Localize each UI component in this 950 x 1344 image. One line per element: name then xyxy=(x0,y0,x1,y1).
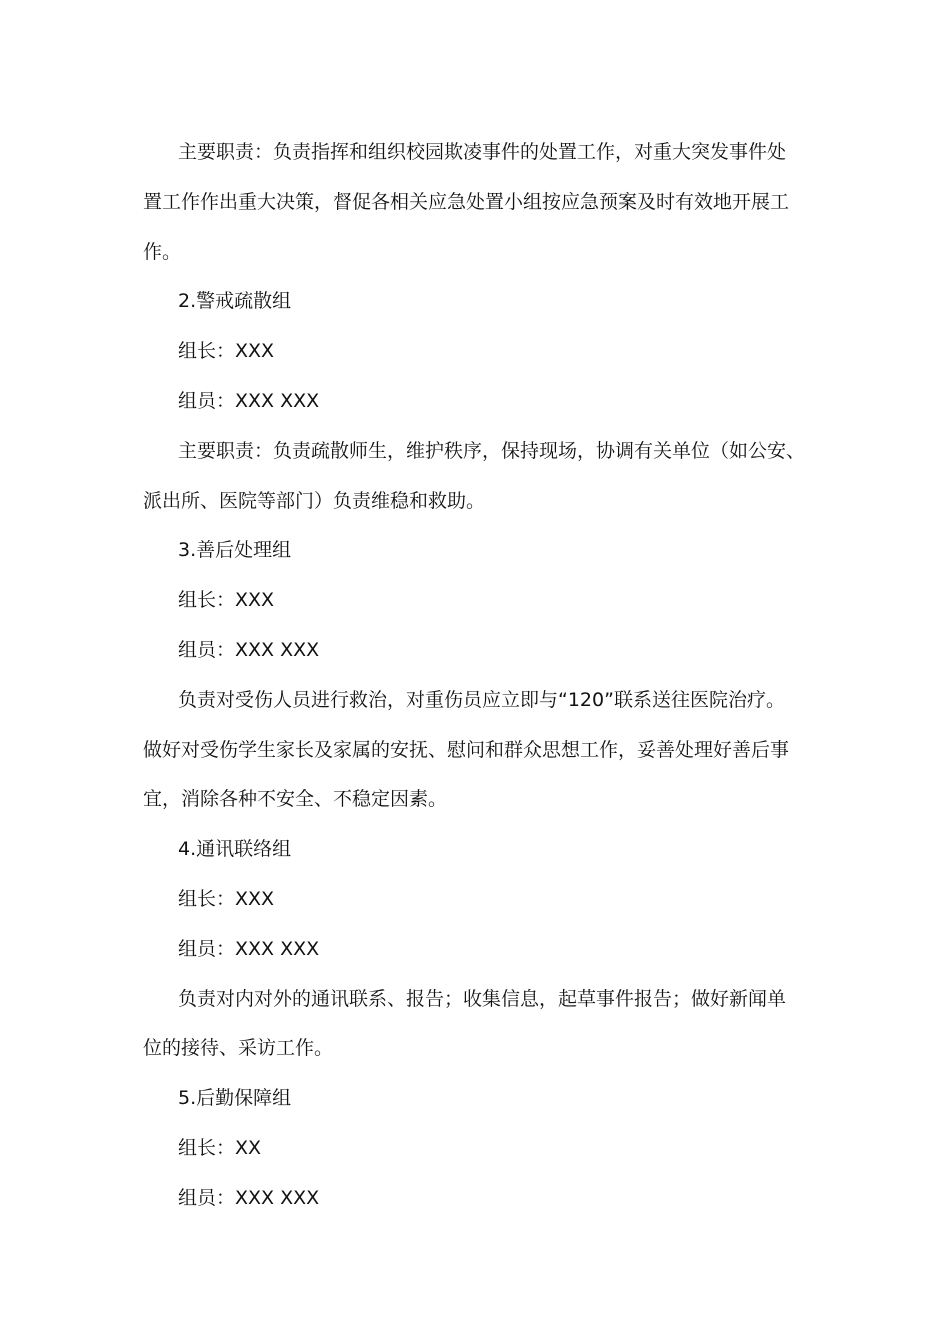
group2-duty-paragraph xyxy=(143,427,808,527)
group5-leader: 组长：XX xyxy=(178,1136,262,1159)
group5-heading: 5.后勤保障组 xyxy=(178,1087,292,1110)
paragraph-line: 主要职责：负责指挥和组织校园欺凌事件的处置工作，对重大突发事件处 xyxy=(178,141,787,163)
paragraph-line: 宜，消除各种不安全、不稳定因素。 xyxy=(143,788,448,811)
group3-leader: 组长：XXX xyxy=(178,589,275,612)
group1-duty-paragraph xyxy=(143,128,808,277)
group4-heading: 4.通讯联络组 xyxy=(178,838,292,861)
group4-members: 组员：XXX XXX xyxy=(178,937,320,960)
group2-members: 组员：XXX XXX xyxy=(178,389,320,412)
group4-leader: 组长：XXX xyxy=(178,887,275,910)
document-body xyxy=(143,128,808,1224)
paragraph-line: 主要职责：负责疏散师生，维护秩序，保持现场，协调有关单位（如公安、 xyxy=(178,439,806,462)
group3-duty-paragraph xyxy=(143,676,808,825)
paragraph-line: 负责对内对外的通讯联系、报告；收集信息，起草事件报告；做好新闻单 xyxy=(178,987,787,1010)
paragraph-line: 做好对受伤学生家长及家属的安抚、慰问和群众思想工作，妥善处理好善后事 xyxy=(143,738,790,761)
group2-heading: 2.警戒疏散组 xyxy=(178,290,292,313)
group3-heading: 3.善后处理组 xyxy=(178,539,292,562)
paragraph-line: 派出所、医院等部门）负责维稳和救助。 xyxy=(143,489,486,512)
group5-members: 组员：XXX XXX xyxy=(178,1186,320,1209)
group3-members: 组员：XXX XXX xyxy=(178,638,320,661)
group4-duty-paragraph xyxy=(143,975,808,1075)
paragraph-line: 置工作作出重大决策，督促各相关应急处置小组按应急预案及时有效地开展工 xyxy=(143,190,790,213)
paragraph-line: 位的接待、采访工作。 xyxy=(143,1037,334,1060)
group2-leader: 组长：XXX xyxy=(178,340,275,363)
paragraph-line: 负责对受伤人员进行救治，对重伤员应立即与“120”联系送往医院治疗。 xyxy=(178,688,785,711)
paragraph-line: 作。 xyxy=(143,240,182,263)
